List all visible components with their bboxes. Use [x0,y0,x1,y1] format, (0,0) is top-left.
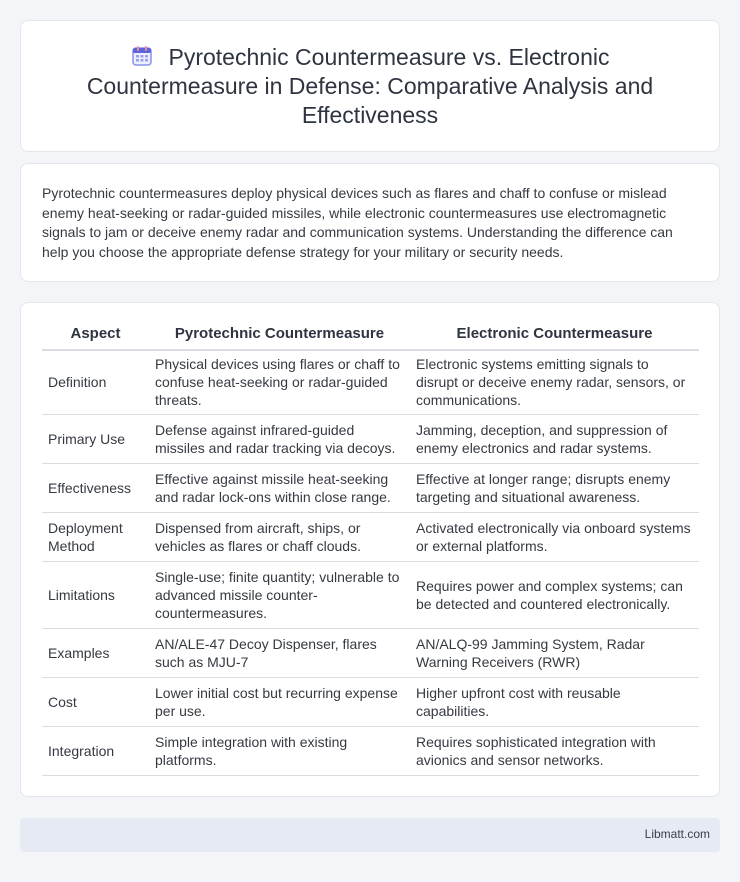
cell-electronic: Jamming, deception, and suppression of enemy electronics and radar systems. [410,415,699,464]
title-card [20,20,720,152]
cell-pyrotechnic: Defense against infrared-guided missiles and radar tracking via decoys. [149,415,410,464]
header-pyrotechnic: Pyrotechnic Countermeasure [149,323,410,351]
cell-aspect: Cost [42,678,149,727]
table-row [42,415,699,464]
comparison-table [42,323,699,776]
cell-aspect: Integration [42,727,149,776]
table-row [42,727,699,776]
intro-card [20,163,720,282]
header-electronic: Electronic Countermeasure [410,323,699,351]
cell-pyrotechnic: Simple integration with existing platforms. [149,727,410,776]
cell-aspect: Primary Use [42,415,149,464]
cell-aspect: Definition [42,351,149,415]
cell-electronic: Requires sophisticated integration with avionics and sensor networks. [410,727,699,776]
cell-pyrotechnic: Dispensed from aircraft, ships, or vehicles as flares or chaff clouds. [149,513,410,562]
intro-paragraph: Pyrotechnic countermeasures deploy physical devices such as flares and chaff to confuse or mislead enemy heat-seeking or radar-guided missiles, while electronic countermeasures use electromagnetic signals to jam or deceive enemy radar and communication systems. Understanding the difference can help you choose the appropriate defense strategy for your military or security needs. [42,185,673,260]
cell-electronic: Higher upfront cost with reusable capabilities. [410,678,699,727]
page-title: Pyrotechnic Countermeasure vs. Electronic Countermeasure in Defense: Comparative Analysis and Effectiveness [86,44,654,128]
footer-bar [20,818,720,852]
cell-aspect: Deployment Method [42,513,149,562]
cell-pyrotechnic: Effective against missile heat-seeking and radar lock-ons within close range. [149,464,410,513]
cell-aspect: Examples [42,629,149,678]
table-header-row [42,323,699,351]
header-aspect: Aspect [42,323,149,351]
cell-electronic: Requires power and complex systems; can be detected and countered electronically. [410,562,699,629]
cell-electronic: Effective at longer range; disrupts enemy targeting and situational awareness. [410,464,699,513]
cell-pyrotechnic: AN/ALE-47 Decoy Dispenser, flares such as MJU-7 [149,629,410,678]
table-row [42,464,699,513]
table-row [42,513,699,562]
footer-brand-link[interactable]: Libmatt.com [644,827,710,841]
calendar-icon [130,44,154,68]
cell-pyrotechnic: Physical devices using flares or chaff to confuse heat-seeking or radar-guided threats. [149,351,410,415]
cell-aspect: Limitations [42,562,149,629]
cell-aspect: Effectiveness [42,464,149,513]
cell-pyrotechnic: Single-use; finite quantity; vulnerable to advanced missile counter-countermeasures. [149,562,410,629]
comparison-card [20,302,720,797]
cell-electronic: AN/ALQ-99 Jamming System, Radar Warning Receivers (RWR) [410,629,699,678]
cell-electronic: Electronic systems emitting signals to disrupt or deceive enemy radar, sensors, or communications. [410,351,699,415]
cell-electronic: Activated electronically via onboard systems or external platforms. [410,513,699,562]
table-row [42,678,699,727]
page-title-wrap [61,43,679,130]
table-row [42,562,699,629]
table-row [42,351,699,415]
table-row [42,629,699,678]
cell-pyrotechnic: Lower initial cost but recurring expense per use. [149,678,410,727]
